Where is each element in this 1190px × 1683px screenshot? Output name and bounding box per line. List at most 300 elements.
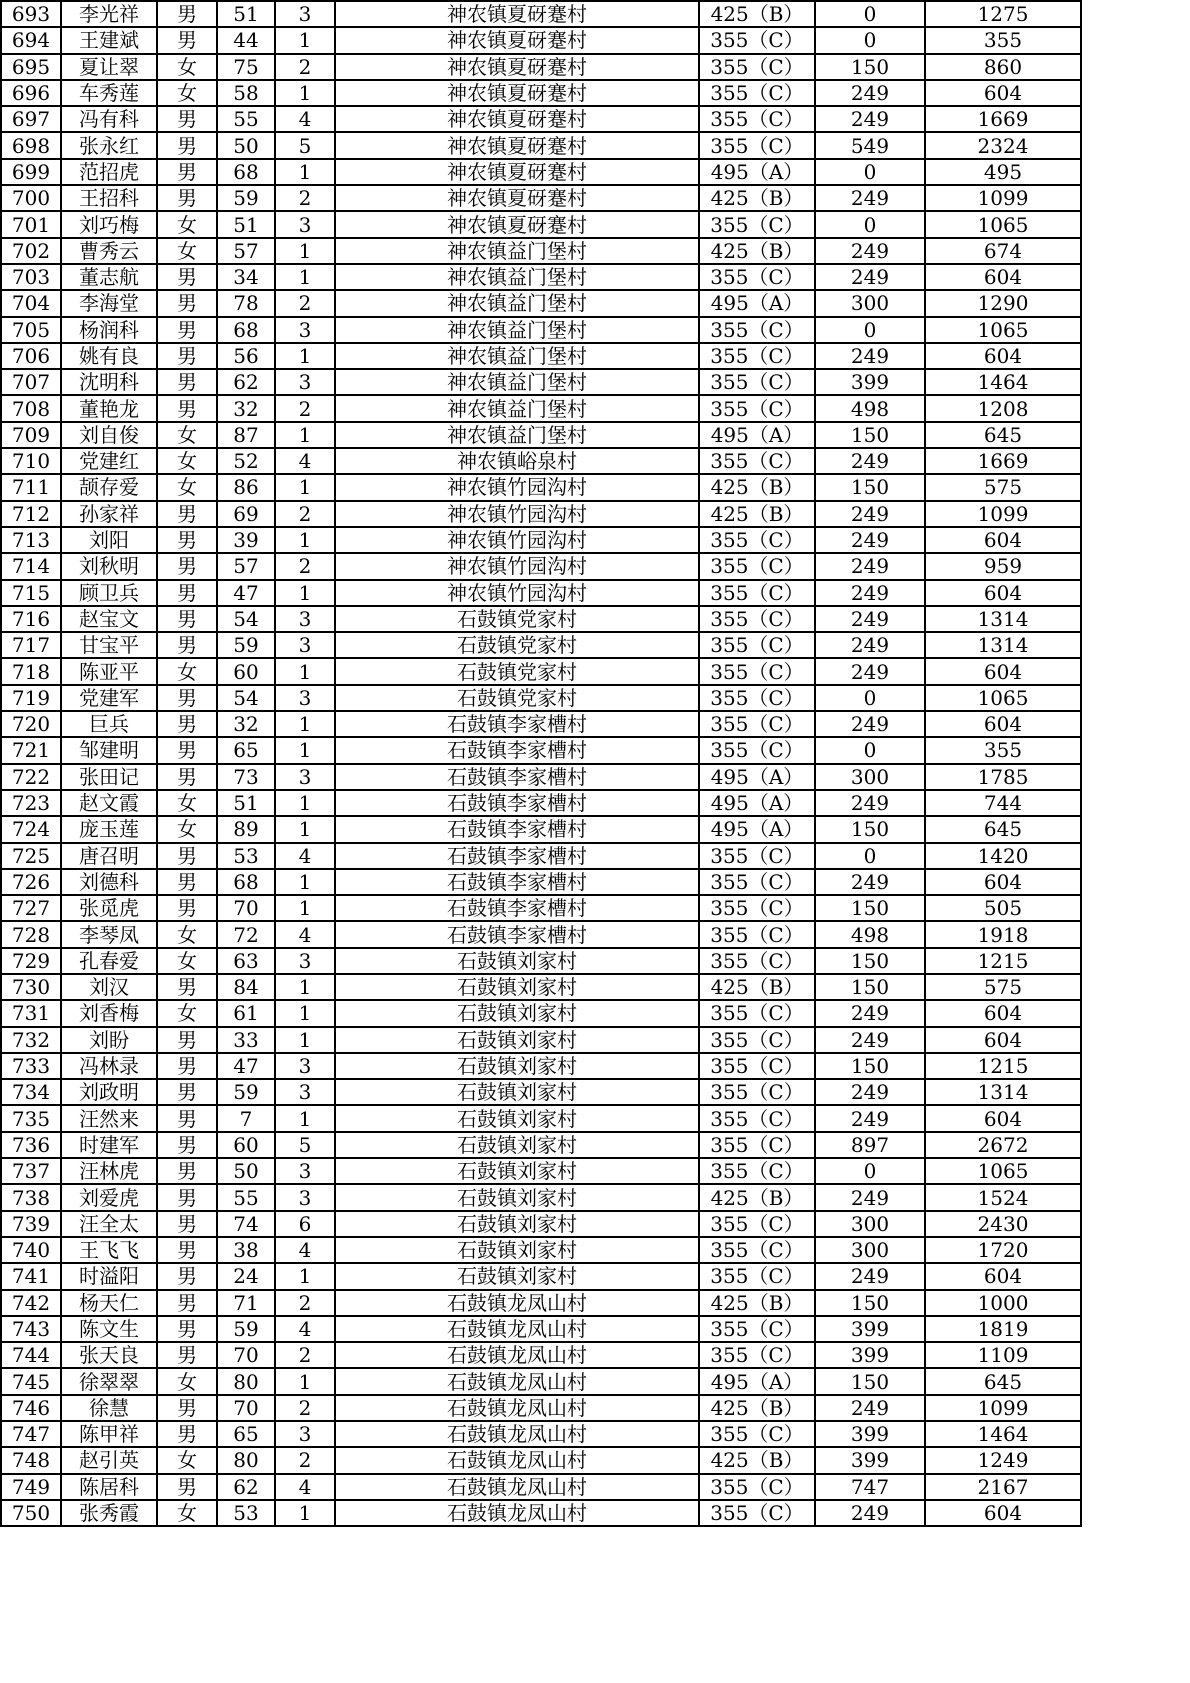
standard-cell: 355（C） <box>699 369 815 395</box>
name-cell: 张天良 <box>61 1342 157 1368</box>
age-cell: 56 <box>217 343 275 369</box>
table-row <box>1 1105 1081 1131</box>
standard-cell: 355（C） <box>699 80 815 106</box>
total-cell: 355 <box>925 737 1081 763</box>
address-cell: 石鼓镇刘家村 <box>335 1263 699 1289</box>
age-cell: 65 <box>217 1421 275 1447</box>
address-cell: 石鼓镇李家槽村 <box>335 921 699 947</box>
subsidy-cell: 150 <box>815 1053 925 1079</box>
address-cell: 石鼓镇刘家村 <box>335 1105 699 1131</box>
address-cell: 神农镇夏砑蹇村 <box>335 185 699 211</box>
table-body <box>1 1 1081 1526</box>
age-cell: 47 <box>217 580 275 606</box>
total-cell: 2672 <box>925 1132 1081 1158</box>
table-row <box>1 1316 1081 1342</box>
gender-cell: 男 <box>157 527 217 553</box>
name-cell: 庞玉莲 <box>61 816 157 842</box>
household-size-cell: 6 <box>275 1211 335 1237</box>
gender-cell: 女 <box>157 474 217 500</box>
standard-cell: 425（B） <box>699 1395 815 1421</box>
total-cell: 495 <box>925 159 1081 185</box>
subsidy-cell: 150 <box>815 1290 925 1316</box>
address-cell: 石鼓镇刘家村 <box>335 1158 699 1184</box>
address-cell: 神农镇夏砑蹇村 <box>335 106 699 132</box>
gender-cell: 女 <box>157 790 217 816</box>
household-size-cell: 4 <box>275 106 335 132</box>
age-cell: 59 <box>217 1079 275 1105</box>
subsidy-cell: 399 <box>815 1421 925 1447</box>
standard-cell: 425（B） <box>699 1290 815 1316</box>
age-cell: 7 <box>217 1105 275 1131</box>
subsidy-cell: 249 <box>815 1395 925 1421</box>
total-cell: 1314 <box>925 606 1081 632</box>
name-cell: 杨润科 <box>61 317 157 343</box>
address-cell: 神农镇益门堡村 <box>335 317 699 343</box>
serial-number-cell: 716 <box>1 606 61 632</box>
name-cell: 冯林录 <box>61 1053 157 1079</box>
household-size-cell: 1 <box>275 737 335 763</box>
table-row <box>1 80 1081 106</box>
age-cell: 72 <box>217 921 275 947</box>
subsidy-cell: 249 <box>815 790 925 816</box>
household-size-cell: 1 <box>275 474 335 500</box>
gender-cell: 男 <box>157 1132 217 1158</box>
subsidy-cell: 249 <box>815 264 925 290</box>
serial-number-cell: 717 <box>1 632 61 658</box>
table-row <box>1 606 1081 632</box>
standard-cell: 355（C） <box>699 211 815 237</box>
subsidy-cell: 0 <box>815 159 925 185</box>
serial-number-cell: 746 <box>1 1395 61 1421</box>
household-size-cell: 3 <box>275 317 335 343</box>
total-cell: 1065 <box>925 685 1081 711</box>
household-size-cell: 1 <box>275 658 335 684</box>
gender-cell: 男 <box>157 895 217 921</box>
gender-cell: 男 <box>157 1184 217 1210</box>
serial-number-cell: 702 <box>1 238 61 264</box>
age-cell: 54 <box>217 606 275 632</box>
household-size-cell: 3 <box>275 1158 335 1184</box>
standard-cell: 355（C） <box>699 27 815 53</box>
name-cell: 刘爱虎 <box>61 1184 157 1210</box>
subsidy-cell: 249 <box>815 632 925 658</box>
total-cell: 604 <box>925 343 1081 369</box>
subsidy-cell: 249 <box>815 658 925 684</box>
household-size-cell: 1 <box>275 264 335 290</box>
household-size-cell: 1 <box>275 711 335 737</box>
subsidy-cell: 0 <box>815 737 925 763</box>
age-cell: 51 <box>217 211 275 237</box>
table-row <box>1 343 1081 369</box>
address-cell: 石鼓镇龙凤山村 <box>335 1395 699 1421</box>
serial-number-cell: 724 <box>1 816 61 842</box>
address-cell: 石鼓镇李家槽村 <box>335 895 699 921</box>
address-cell: 石鼓镇李家槽村 <box>335 843 699 869</box>
gender-cell: 女 <box>157 54 217 80</box>
household-size-cell: 1 <box>275 790 335 816</box>
serial-number-cell: 727 <box>1 895 61 921</box>
serial-number-cell: 739 <box>1 1211 61 1237</box>
standard-cell: 355（C） <box>699 106 815 132</box>
age-cell: 50 <box>217 132 275 158</box>
total-cell: 1918 <box>925 921 1081 947</box>
table-row <box>1 369 1081 395</box>
serial-number-cell: 711 <box>1 474 61 500</box>
standard-cell: 355（C） <box>699 448 815 474</box>
subsidy-cell: 498 <box>815 395 925 421</box>
table-row <box>1 290 1081 316</box>
total-cell: 1464 <box>925 369 1081 395</box>
gender-cell: 男 <box>157 974 217 1000</box>
age-cell: 71 <box>217 1290 275 1316</box>
total-cell: 645 <box>925 816 1081 842</box>
name-cell: 邹建明 <box>61 737 157 763</box>
household-size-cell: 1 <box>275 159 335 185</box>
total-cell: 604 <box>925 1105 1081 1131</box>
gender-cell: 男 <box>157 632 217 658</box>
total-cell: 1249 <box>925 1447 1081 1473</box>
standard-cell: 355（C） <box>699 317 815 343</box>
standard-cell: 355（C） <box>699 685 815 711</box>
total-cell: 1669 <box>925 106 1081 132</box>
subsidy-cell: 300 <box>815 1237 925 1263</box>
name-cell: 车秀莲 <box>61 80 157 106</box>
gender-cell: 男 <box>157 1053 217 1079</box>
total-cell: 1065 <box>925 1158 1081 1184</box>
household-size-cell: 1 <box>275 1000 335 1026</box>
standard-cell: 355（C） <box>699 869 815 895</box>
standard-cell: 355（C） <box>699 658 815 684</box>
name-cell: 刘汉 <box>61 974 157 1000</box>
gender-cell: 男 <box>157 369 217 395</box>
table-row <box>1 1447 1081 1473</box>
age-cell: 68 <box>217 159 275 185</box>
subsidy-cell: 0 <box>815 211 925 237</box>
subsidy-cell: 150 <box>815 974 925 1000</box>
table-row <box>1 658 1081 684</box>
address-cell: 石鼓镇龙凤山村 <box>335 1474 699 1500</box>
standard-cell: 355（C） <box>699 1053 815 1079</box>
name-cell: 董志航 <box>61 264 157 290</box>
table-row <box>1 1342 1081 1368</box>
standard-cell: 355（C） <box>699 606 815 632</box>
table-row <box>1 159 1081 185</box>
table-row <box>1 132 1081 158</box>
subsidy-cell: 0 <box>815 843 925 869</box>
subsidy-cell: 249 <box>815 1500 925 1526</box>
name-cell: 李琴凤 <box>61 921 157 947</box>
subsidy-cell: 0 <box>815 1 925 27</box>
name-cell: 徐翠翠 <box>61 1368 157 1394</box>
name-cell: 孙家祥 <box>61 501 157 527</box>
household-size-cell: 5 <box>275 132 335 158</box>
gender-cell: 男 <box>157 1316 217 1342</box>
subsidy-cell: 249 <box>815 1000 925 1026</box>
subsidy-cell: 249 <box>815 1079 925 1105</box>
table-row <box>1 1027 1081 1053</box>
total-cell: 604 <box>925 658 1081 684</box>
household-size-cell: 3 <box>275 685 335 711</box>
total-cell: 604 <box>925 869 1081 895</box>
subsidy-cell: 399 <box>815 369 925 395</box>
gender-cell: 女 <box>157 238 217 264</box>
total-cell: 1669 <box>925 448 1081 474</box>
table-row <box>1 1079 1081 1105</box>
household-size-cell: 1 <box>275 422 335 448</box>
address-cell: 石鼓镇刘家村 <box>335 1132 699 1158</box>
table-row <box>1 632 1081 658</box>
subsidy-cell: 399 <box>815 1447 925 1473</box>
standard-cell: 355（C） <box>699 1500 815 1526</box>
address-cell: 石鼓镇党家村 <box>335 685 699 711</box>
age-cell: 87 <box>217 422 275 448</box>
gender-cell: 男 <box>157 106 217 132</box>
household-size-cell: 2 <box>275 1290 335 1316</box>
age-cell: 50 <box>217 1158 275 1184</box>
household-size-cell: 1 <box>275 816 335 842</box>
age-cell: 80 <box>217 1447 275 1473</box>
standard-cell: 355（C） <box>699 1211 815 1237</box>
name-cell: 李光祥 <box>61 1 157 27</box>
name-cell: 甘宝平 <box>61 632 157 658</box>
name-cell: 刘阳 <box>61 527 157 553</box>
age-cell: 44 <box>217 27 275 53</box>
name-cell: 党建红 <box>61 448 157 474</box>
total-cell: 959 <box>925 553 1081 579</box>
standard-cell: 425（B） <box>699 974 815 1000</box>
table-row <box>1 1395 1081 1421</box>
table-row <box>1 580 1081 606</box>
household-size-cell: 1 <box>275 80 335 106</box>
total-cell: 744 <box>925 790 1081 816</box>
address-cell: 石鼓镇刘家村 <box>335 948 699 974</box>
name-cell: 姚有良 <box>61 343 157 369</box>
serial-number-cell: 738 <box>1 1184 61 1210</box>
subsidy-cell: 249 <box>815 527 925 553</box>
standard-cell: 355（C） <box>699 948 815 974</box>
household-size-cell: 4 <box>275 1237 335 1263</box>
table-row <box>1 1500 1081 1526</box>
total-cell: 645 <box>925 422 1081 448</box>
address-cell: 神农镇竹园沟村 <box>335 501 699 527</box>
total-cell: 2167 <box>925 1474 1081 1500</box>
age-cell: 70 <box>217 1395 275 1421</box>
serial-number-cell: 703 <box>1 264 61 290</box>
subsidy-cell: 150 <box>815 895 925 921</box>
serial-number-cell: 745 <box>1 1368 61 1394</box>
age-cell: 57 <box>217 553 275 579</box>
standard-cell: 355（C） <box>699 1158 815 1184</box>
gender-cell: 男 <box>157 317 217 343</box>
gender-cell: 男 <box>157 580 217 606</box>
standard-cell: 495（A） <box>699 790 815 816</box>
subsidy-cell: 249 <box>815 185 925 211</box>
age-cell: 52 <box>217 448 275 474</box>
table-row <box>1 685 1081 711</box>
household-size-cell: 3 <box>275 211 335 237</box>
address-cell: 石鼓镇龙凤山村 <box>335 1342 699 1368</box>
total-cell: 604 <box>925 1027 1081 1053</box>
serial-number-cell: 721 <box>1 737 61 763</box>
table-row <box>1 185 1081 211</box>
total-cell: 355 <box>925 27 1081 53</box>
gender-cell: 男 <box>157 869 217 895</box>
gender-cell: 男 <box>157 685 217 711</box>
serial-number-cell: 730 <box>1 974 61 1000</box>
name-cell: 张秀霞 <box>61 1500 157 1526</box>
total-cell: 1290 <box>925 290 1081 316</box>
age-cell: 78 <box>217 290 275 316</box>
gender-cell: 女 <box>157 1000 217 1026</box>
subsidy-cell: 249 <box>815 1027 925 1053</box>
table-row <box>1 501 1081 527</box>
name-cell: 刘巧梅 <box>61 211 157 237</box>
address-cell: 神农镇竹园沟村 <box>335 580 699 606</box>
address-cell: 神农镇益门堡村 <box>335 238 699 264</box>
standard-cell: 355（C） <box>699 1316 815 1342</box>
standard-cell: 425（B） <box>699 1 815 27</box>
age-cell: 68 <box>217 317 275 343</box>
serial-number-cell: 708 <box>1 395 61 421</box>
name-cell: 刘自俊 <box>61 422 157 448</box>
gender-cell: 男 <box>157 1027 217 1053</box>
gender-cell: 女 <box>157 658 217 684</box>
household-size-cell: 1 <box>275 1105 335 1131</box>
table-row <box>1 527 1081 553</box>
gender-cell: 男 <box>157 501 217 527</box>
table-row <box>1 843 1081 869</box>
table-row <box>1 1421 1081 1447</box>
table-row <box>1 395 1081 421</box>
address-cell: 神农镇夏砑蹇村 <box>335 132 699 158</box>
address-cell: 石鼓镇龙凤山村 <box>335 1500 699 1526</box>
name-cell: 张田记 <box>61 764 157 790</box>
serial-number-cell: 704 <box>1 290 61 316</box>
address-cell: 神农镇益门堡村 <box>335 264 699 290</box>
subsidy-cell: 399 <box>815 1316 925 1342</box>
total-cell: 1208 <box>925 395 1081 421</box>
name-cell: 唐召明 <box>61 843 157 869</box>
name-cell: 陈亚平 <box>61 658 157 684</box>
household-size-cell: 4 <box>275 1474 335 1500</box>
household-size-cell: 5 <box>275 1132 335 1158</box>
gender-cell: 男 <box>157 737 217 763</box>
address-cell: 石鼓镇龙凤山村 <box>335 1290 699 1316</box>
address-cell: 神农镇益门堡村 <box>335 369 699 395</box>
household-size-cell: 3 <box>275 606 335 632</box>
address-cell: 神农镇竹园沟村 <box>335 474 699 500</box>
subsidy-cell: 150 <box>815 948 925 974</box>
subsidy-cell: 249 <box>815 1263 925 1289</box>
age-cell: 61 <box>217 1000 275 1026</box>
age-cell: 33 <box>217 1027 275 1053</box>
age-cell: 68 <box>217 869 275 895</box>
total-cell: 1065 <box>925 317 1081 343</box>
gender-cell: 男 <box>157 343 217 369</box>
total-cell: 575 <box>925 974 1081 1000</box>
table-row <box>1 790 1081 816</box>
serial-number-cell: 740 <box>1 1237 61 1263</box>
gender-cell: 男 <box>157 395 217 421</box>
total-cell: 1109 <box>925 1342 1081 1368</box>
age-cell: 57 <box>217 238 275 264</box>
gender-cell: 女 <box>157 1368 217 1394</box>
name-cell: 杨天仁 <box>61 1290 157 1316</box>
name-cell: 党建军 <box>61 685 157 711</box>
serial-number-cell: 715 <box>1 580 61 606</box>
address-cell: 石鼓镇党家村 <box>335 606 699 632</box>
serial-number-cell: 696 <box>1 80 61 106</box>
name-cell: 赵引英 <box>61 1447 157 1473</box>
serial-number-cell: 706 <box>1 343 61 369</box>
name-cell: 汪全太 <box>61 1211 157 1237</box>
subsidy-cell: 498 <box>815 921 925 947</box>
address-cell: 神农镇夏砑蹇村 <box>335 80 699 106</box>
age-cell: 54 <box>217 685 275 711</box>
gender-cell: 女 <box>157 1447 217 1473</box>
standard-cell: 495（A） <box>699 422 815 448</box>
total-cell: 1215 <box>925 1053 1081 1079</box>
gender-cell: 男 <box>157 159 217 185</box>
address-cell: 神农镇夏砑蹇村 <box>335 211 699 237</box>
serial-number-cell: 741 <box>1 1263 61 1289</box>
subsidy-cell: 249 <box>815 711 925 737</box>
age-cell: 53 <box>217 843 275 869</box>
subsidy-cell: 249 <box>815 869 925 895</box>
address-cell: 石鼓镇李家槽村 <box>335 869 699 895</box>
standard-cell: 355（C） <box>699 1079 815 1105</box>
name-cell: 刘秋明 <box>61 553 157 579</box>
address-cell: 神农镇益门堡村 <box>335 343 699 369</box>
serial-number-cell: 714 <box>1 553 61 579</box>
total-cell: 1819 <box>925 1316 1081 1342</box>
household-size-cell: 4 <box>275 448 335 474</box>
address-cell: 神农镇夏砑蹇村 <box>335 1 699 27</box>
age-cell: 70 <box>217 895 275 921</box>
table-row <box>1 211 1081 237</box>
age-cell: 65 <box>217 737 275 763</box>
subsidy-cell: 249 <box>815 448 925 474</box>
gender-cell: 男 <box>157 1342 217 1368</box>
subsidy-cell: 249 <box>815 106 925 132</box>
standard-cell: 355（C） <box>699 1000 815 1026</box>
gender-cell: 女 <box>157 448 217 474</box>
serial-number-cell: 723 <box>1 790 61 816</box>
address-cell: 神农镇夏砑蹇村 <box>335 159 699 185</box>
name-cell: 范招虎 <box>61 159 157 185</box>
name-cell: 夏让翠 <box>61 54 157 80</box>
table-row <box>1 895 1081 921</box>
name-cell: 董艳龙 <box>61 395 157 421</box>
table-row <box>1 1000 1081 1026</box>
serial-number-cell: 697 <box>1 106 61 132</box>
household-size-cell: 1 <box>275 238 335 264</box>
subsidy-cell: 249 <box>815 343 925 369</box>
household-size-cell: 4 <box>275 843 335 869</box>
total-cell: 1275 <box>925 1 1081 27</box>
household-size-cell: 1 <box>275 1263 335 1289</box>
gender-cell: 男 <box>157 1237 217 1263</box>
serial-number-cell: 732 <box>1 1027 61 1053</box>
address-cell: 神农镇益门堡村 <box>335 290 699 316</box>
table-row <box>1 317 1081 343</box>
address-cell: 神农镇夏砑蹇村 <box>335 54 699 80</box>
total-cell: 604 <box>925 80 1081 106</box>
subsidy-cell: 249 <box>815 1184 925 1210</box>
age-cell: 32 <box>217 395 275 421</box>
subsidy-cell: 249 <box>815 606 925 632</box>
address-cell: 石鼓镇刘家村 <box>335 1211 699 1237</box>
